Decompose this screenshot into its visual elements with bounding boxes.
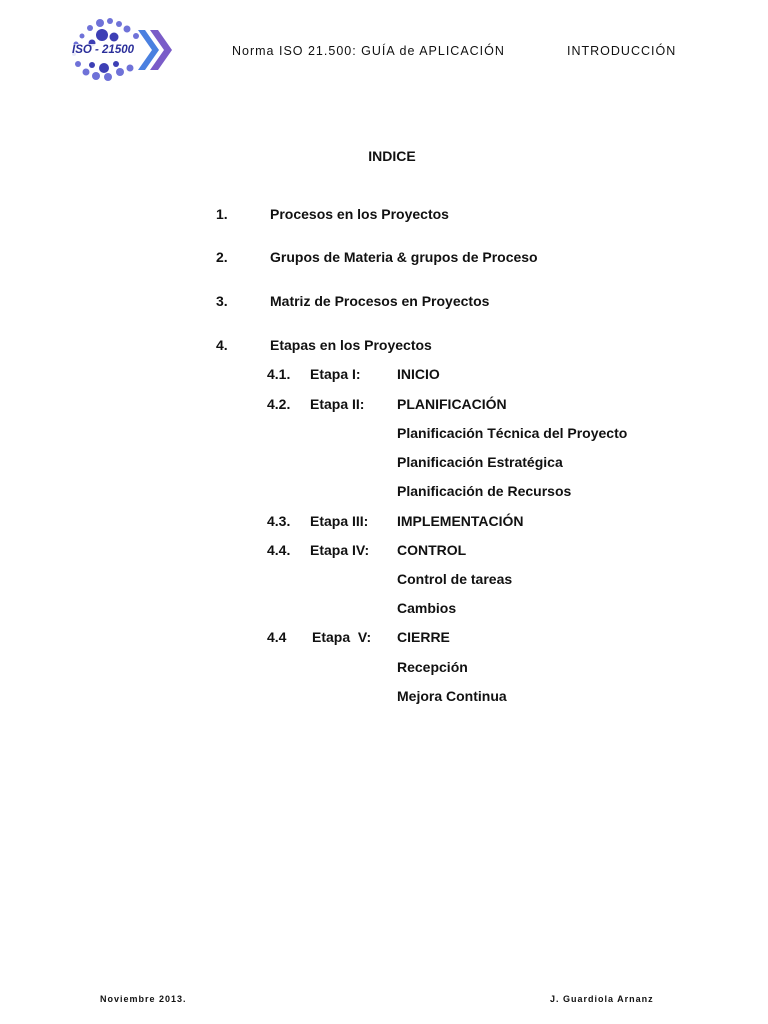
stage-subitem: Planificación de Recursos — [397, 483, 572, 499]
stage-name: PLANIFICACIÓN — [397, 396, 507, 412]
logo-text: ISO - 21500 — [72, 44, 135, 56]
footer-date: Noviembre 2013. — [100, 994, 187, 1004]
stage-number: 4.4. — [267, 542, 291, 558]
stage-subitem: Cambios — [397, 600, 457, 616]
stage-label: Etapa II: — [310, 396, 365, 412]
stage-label: Etapa IV: — [310, 542, 370, 558]
index-title: INDICE — [368, 148, 416, 164]
stage-subitem: Mejora Continua — [397, 688, 507, 704]
stage-number: 4.2. — [267, 396, 291, 412]
section-label: Etapas en los Proyectos — [270, 337, 432, 353]
stage-subitem: Planificación Estratégica — [397, 454, 563, 470]
stage-subitem: Planificación Técnica del Proyecto — [397, 425, 628, 441]
header-section-name: INTRODUCCIÓN — [567, 44, 677, 58]
section-label: Grupos de Materia & grupos de Proceso — [270, 249, 538, 265]
footer-author: J. Guardiola Arnanz — [550, 994, 654, 1004]
stage-label: Etapa III: — [310, 513, 369, 529]
stage-name: IMPLEMENTACIÓN — [397, 513, 524, 529]
stage-label: Etapa V: — [312, 629, 372, 645]
stage-subitem: Recepción — [397, 659, 468, 675]
header-document-title: Norma ISO 21.500: GUÍA de APLICACIÓN — [232, 44, 505, 58]
section-number: 2. — [216, 249, 228, 265]
stage-number: 4.4 — [267, 629, 287, 645]
stage-number: 4.1. — [267, 366, 291, 382]
section-label: Procesos en los Proyectos — [270, 206, 449, 222]
section-number: 1. — [216, 206, 228, 222]
stage-label: Etapa I: — [310, 366, 361, 382]
stage-name: INICIO — [397, 366, 440, 382]
iso-21500-logo — [64, 16, 182, 86]
stage-subitem: Control de tareas — [397, 571, 513, 587]
stage-name: CONTROL — [397, 542, 467, 558]
stage-name: CIERRE — [397, 629, 450, 645]
section-number: 3. — [216, 293, 228, 309]
section-label: Matriz de Procesos en Proyectos — [270, 293, 490, 309]
section-number: 4. — [216, 337, 228, 353]
stage-number: 4.3. — [267, 513, 291, 529]
